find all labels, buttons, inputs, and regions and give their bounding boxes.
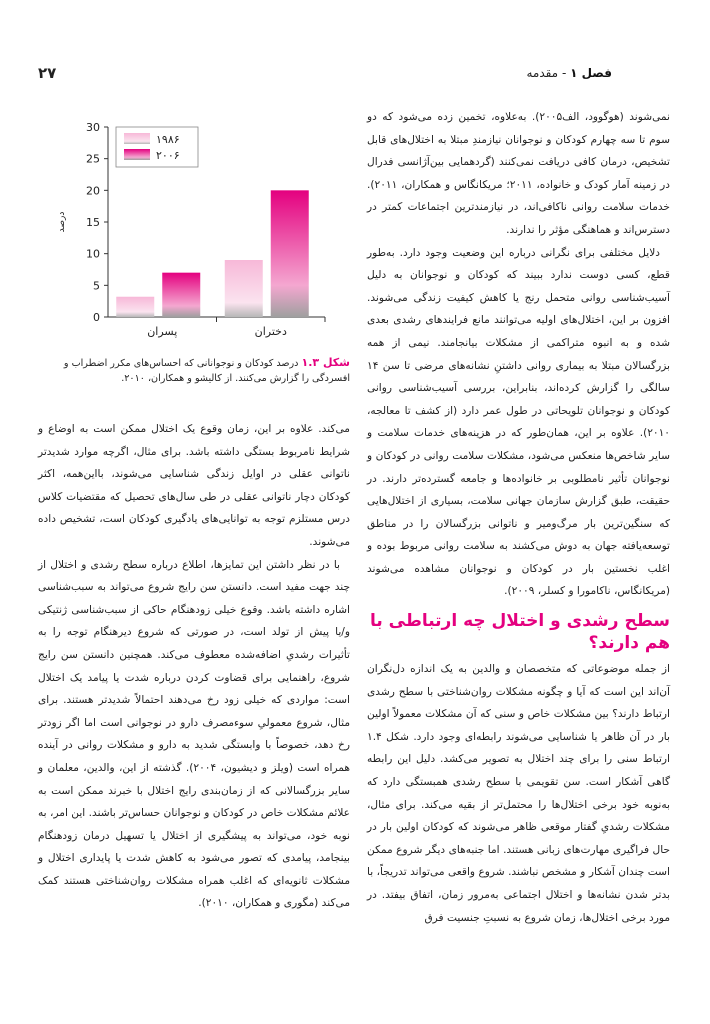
y-tick-label: 0 bbox=[93, 311, 100, 324]
legend-label: ۲۰۰۶ bbox=[156, 149, 180, 162]
chapter-title: فصل ۱ bbox=[570, 66, 612, 80]
legend-swatch bbox=[124, 149, 150, 160]
bar bbox=[162, 273, 200, 317]
x-tick-label: پسران bbox=[147, 325, 178, 338]
chart-bars bbox=[116, 190, 309, 317]
figure-caption-text: درصد کودکان و نوجوانانی که احساس‌های مکرر اضطراب و افسردگی را گزارش می‌کنند. از کالیشو و همکاران، ۲۰۱۰. bbox=[63, 358, 350, 384]
paragraph: دلایل مختلفی برای نگرانی درباره این وضعیت وجود دارد. به‌طور قطع، کسی دوست ندارد ببیند که کودکان و نوجوانان به دلیل آسیب‌شناسی روانی متحمل رنج یا کاهش کیفیت زندگی می‌شوند. افزون بر این، اختلال‌های اولیه می‌توانند مانع فرایندهای رشدی بعدی شده و به انبوه متراکمی از مشکلات بیانجامند. نیمی از همه بزرگسالان مبتلا به بیماری روانی داشتنِ نشانه‌های مرضی تا سن ۱۴ سالگی را گزارش کرده‌اند، بنابراین، بررسی آسیب‌شناسی روانی کودکان و نوجوانان تلویحاتی در طول عمر دارد (از کشف تا معالجه، ۲۰۱۰). علاوه بر این، همان‌طور که در هزینه‌های خدمات سلامت و سایر شاخص‌ها منعکس می‌شود، مشکلات سلامت روانی در کودکان و نوجوانان تأثیر نامطلوبی بر خانواده‌ها و جامعه گسترده‌تر دارند. در حقیقت، طبق گزارش سازمان جهانی سلامت، بسیاری از اختلال‌هایی که سنگین‌ترین بار مرگ‌ومیر و ناتوانی بزرگسالان را در مناطق توسعه‌یافته جهان به دوش می‌کشند به سلامت روانی مربوط بوده و اغلب نخستین بار در کودکان و نوجوانان مشاهده می‌شوند (مریکانگاس، ناکامورا و کسلر، ۲۰۰۹). bbox=[367, 246, 670, 598]
bar bbox=[225, 260, 263, 317]
legend-swatch bbox=[124, 133, 150, 144]
section-body bbox=[367, 658, 670, 929]
legend-label: ۱۹۸۶ bbox=[156, 133, 180, 146]
y-tick-label: 30 bbox=[86, 121, 100, 134]
page-header bbox=[526, 66, 612, 80]
section-title: مقدمه bbox=[526, 66, 559, 80]
left-column bbox=[38, 418, 350, 915]
bar-chart bbox=[50, 112, 340, 342]
paragraph: نمی‌شوند (هوگوود، الف۲۰۰۵). به‌علاوه، تخمین زده می‌شود که دو سوم تا سه چهارم کودکان و نوجوانان نیازمندِ مبتلا به اختلال‌های قابل تشخیص، درمان کافی دریافت نمی‌کنند (گردهمایی بین‌آژانسی فدرال در زمینه آمار کودک و خانواده، ۲۰۱۱؛ مریکانگاس و همکاران، ۲۰۱۱). خدمات سلامت روانی ناکافی‌اند، در نیازمندترین اجتماعات کمتر در دسترس‌اند و هماهنگی مؤثر را ندارند. bbox=[367, 111, 670, 236]
header-separator: - bbox=[558, 66, 571, 80]
y-tick-label: 10 bbox=[86, 247, 100, 261]
chart-legend bbox=[116, 127, 198, 167]
y-tick-label: 15 bbox=[86, 216, 100, 229]
paragraph: می‌کند. علاوه بر این، زمان وقوع یک اختلال ممکن است به اوضاع و شرایط نامربوط بستگی داشته باشد. برای مثال، اگرچه موارد شدیدتر ناتوانی عقلی در اوایل زندگی شناسایی می‌شوند، بااین‌همه، اکثر کودکان دچار ناتوانی عقلی در طی سال‌های تحصیل که مقتضیات کلاس درس مستلزم توجه به توانایی‌های یادگیری کودکان است، تشخیص داده می‌شوند. bbox=[38, 423, 350, 548]
y-axis-label: درصد bbox=[57, 211, 67, 233]
y-tick-label: 5 bbox=[93, 279, 100, 293]
y-tick-label: 20 bbox=[86, 184, 100, 198]
figure-label: شکل ۱.۳ bbox=[301, 356, 350, 369]
figure-caption bbox=[42, 355, 350, 386]
page-number: ۲۷ bbox=[38, 64, 57, 82]
paragraph: از جمله موضوعاتی که متخصصان و والدین به یک اندازه دل‌نگران آن‌اند این است که آیا و چگونه مشکلات روان‌شناختی با سطح رشدی ارتباط دارند؟ بین مشکلات خاص و سنی که آن مشکلات معمولاً اولین بار در آن ظاهر یا شناسایی می‌شوند رابطه‌ای وجود دارد. شکل ۱.۴ ارتباط سنی را برای چند اختلال به تصویر می‌کشد. دلیل این رابطه گاهی آشکار است. سن تقویمی با سطح رشدی همبستگی دارد که به‌نوبه خود برخی اختلال‌ها را محتمل‌تر از بقیه می‌کند. برای مثال، مشکلات رشدیِ گفتار موقعی ظاهر می‌شوند که کودکان اولین بار در حال فراگیری مهارت‌های زبانی هستند. اما جنبه‌های دیگر شروع ممکن است چندان آشکار و مشخص نباشند. شروع واقعی می‌تواند تدریجاً، با بدتر شدن نشانه‌ها و اختلال اجتماعی به‌مرور زمان، اتفاق بیفتد. در مورد برخی اختلال‌ها، زمان شروع به نسبتِ جنسیت فرق bbox=[367, 663, 670, 924]
y-tick-label: 25 bbox=[86, 152, 100, 166]
x-tick-label: دختران bbox=[254, 325, 287, 338]
right-column bbox=[367, 106, 670, 603]
paragraph: با در نظر داشتن این تمایزها، اطلاع درباره سطح رشدی و اختلال از چند جهت مفید است. دانستن سن رایج شروع می‌تواند به سبب‌شناسی اشاره داشته باشد. وقوع خیلی زودهنگام حاکی از سبب‌شناسی ژنتیکی و/یا پیش از تولد است، در صورتی که شروع دیرهنگام توجه را به تأثیرات رشدیِ اضافه‌شده معطوف می‌کند. همچنین دانستن سن رایج شروع، راهنمایی برای قضاوت کردن درباره شدت یا پیامد یک اختلال است: مواردی که خیلی زود رخ می‌دهند احتمالاً شدیدتر هستند. برای مثال، شروع معمولیِ سوءمصرف دارو در نوجوانی است اما اگر زودتر رخ دهد، خصوصاً با وابستگی شدید به دارو و مشکلات روانی در آینده همراه است (ویلز و دیشیون، ۲۰۰۴). گذشته از این، والدین، معلمان و سایر بزرگسالانی که از زمان‌بندی رایج اختلال با خبرند ممکن است به علائم مشکلات خاص در کودکان و نوجوانان حساس‌تر باشند. این امر، به نوبه خود، می‌تواند به پیشگیری از اختلال یا تسهیل درمان زودهنگام بینجامد، پیامدی که تصور می‌شود به کاهش شدت یا پایداری اختلال و مشکلات ثانویه‌ای که اغلب همراه مشکلات روان‌شناختی هستند کمک می‌کند (مگوری و همکاران، ۲۰۱۰). bbox=[38, 558, 350, 910]
section-heading: سطح رشدی و اختلال چه ارتباطی با هم دارند؟ bbox=[369, 611, 670, 653]
bar bbox=[116, 297, 154, 317]
bar bbox=[271, 190, 309, 317]
